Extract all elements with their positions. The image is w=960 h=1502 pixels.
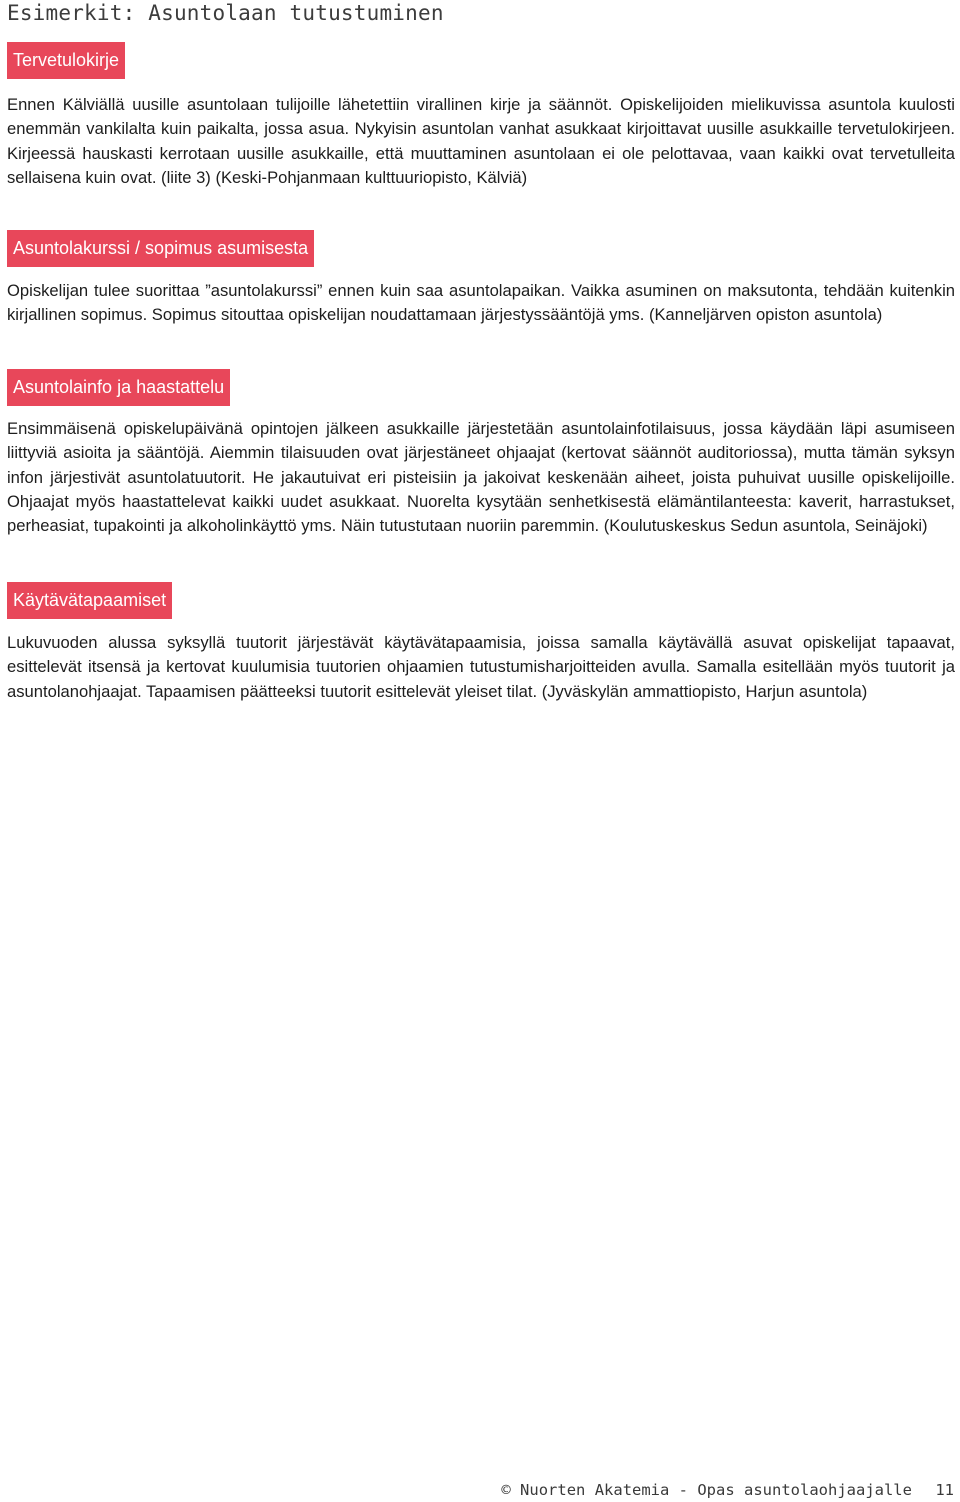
page-footer: [501, 1480, 954, 1500]
section-text: Opiskelijan tulee suorittaa ”asuntolakurssi” ennen kuin saa asuntolapaikan. Vaikka asuminen on maksutonta, tehdään kuitenkin kirjallinen sopimus. Sopimus sitouttaa opiskelijan noudattamaan järjestyssääntöjä yms. (Kanneljärven opiston asuntola): [7, 281, 955, 325]
section-heading: Tervetulokirje: [7, 42, 125, 79]
section-heading: Käytävätapaamiset: [7, 582, 172, 619]
section-heading: Asuntolainfo ja haastattelu: [7, 369, 230, 406]
section-text: Ennen Kälviällä uusille asuntolaan tulijoille lähetettiin virallinen kirje ja säännöt. Opiskelijoiden mielikuvissa asuntola kuulosti enemmän vankilalta kuin paikalta, jossa asua. Nykyisin asuntolan vanhat asukkaat kirjoittavat uusille asukkaille tervetulokirjeen. Kirjeessä hauskasti kerrotaan uusille asukkaille, että muuttaminen asuntolaan ei ole pelottavaa, vaan kaikki ovat tervetulleita sellaisena kuin ovat. (liite 3) (Keski-Pohjanmaan kulttuuriopisto, Kälviä): [7, 95, 955, 187]
section-text: Ensimmäisenä opiskelupäivänä opintojen jälkeen asukkaille järjestetään asuntolainfotilaisuus, jossa käydään läpi asumiseen liittyviä asioita ja sääntöjä. Aiemmin tilaisuuden ovat järjestäneet ohjaajat (kertovat säännöt auditoriossa), mutta tämän syksyn infon järjestivät asuntolatuutorit. He jakautuivat eri pisteisiin ja jakoivat keskenään aiheet, joista puhuivat uusille opiskelijoille. Ohjaajat myös haastattelevat kaikki uudet asukkaat. Nuorelta kysytään senhetkisestä elämäntilanteesta: kaverit, harrastukset, perheasiat, tupakointi ja alkoholinkäyttö yms. Näin tutustutaan nuoriin paremmin. (Koulutuskeskus Sedun asuntola, Seinäjoki): [7, 419, 955, 536]
section-kaytavatapaamiset: [7, 582, 955, 704]
page-title: Esimerkit: Asuntolaan tutustuminen: [7, 1, 444, 25]
section-asuntolainfo: [7, 369, 955, 538]
section-tervetulokirje: [7, 42, 955, 190]
footer-text: © Nuorten Akatemia - Opas asuntolaohjaajalle: [501, 1481, 912, 1499]
section-text: Lukuvuoden alussa syksyllä tuutorit järjestävät käytävätapaamisia, joissa samalla käytävällä asuvat opiskelijat tapaavat, esittelevät itsensä ja kertovat kuulumisia tuutorien ohjaamien tutustumisharjoitteiden avulla. Samalla esitellään myös tuutorit ja asuntolanohjaajat. Tapaamisen päätteeksi tuutorit esittelevät yleiset tilat. (Jyväskylän ammattiopisto, Harjun asuntola): [7, 633, 955, 701]
section-heading: Asuntolakurssi / sopimus asumisesta: [7, 230, 314, 267]
page-number: 11: [935, 1481, 954, 1499]
section-asuntolakurssi: [7, 230, 955, 328]
